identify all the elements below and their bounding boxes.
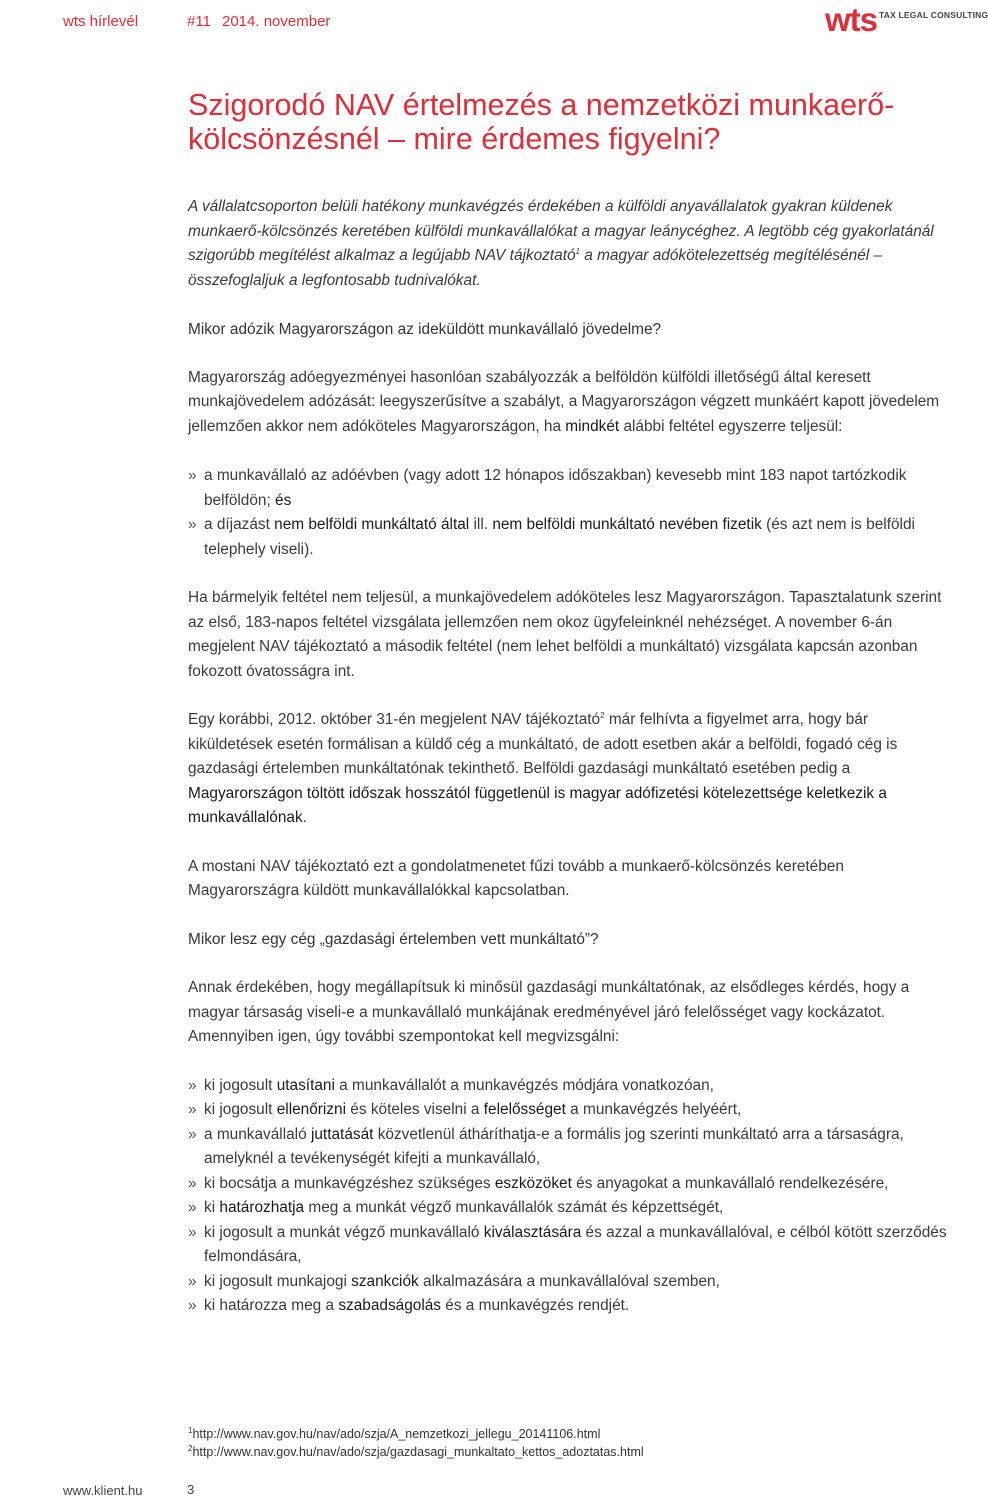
issue-date: 2014. november: [222, 13, 331, 30]
list-item: » ki határozhatja meg a munkát végző munkavállalók számát és képzettségét,: [204, 1196, 955, 1221]
article-body: [188, 195, 955, 1319]
footnote-ref-1: 1: [575, 246, 580, 256]
list-item: » a díjazást nem belföldi munkáltató által ill. nem belföldi munkáltató nevében fizetik (és azt nem is belföldi telephely viseli).: [204, 513, 955, 562]
footnote-link[interactable]: http://www.nav.gov.hu/nav/ado/szja/gazdasagi_munkaltato_kettos_adoztatas.html: [192, 1445, 644, 1459]
criteria-list: [188, 1074, 955, 1319]
section-heading: Mikor lesz egy cég „gazdasági értelemben vett munkáltató”?: [188, 930, 599, 948]
list-item: » ki jogosult munkajogi szankciók alkalmazására a munkavállalóval szemben,: [204, 1270, 955, 1295]
paragraph: Magyarország adóegyezményei hasonlóan szabályozzák a belföldön külföldi illetőségű által keresett munkajövedelem adózását: leegyszerűsítve a szabályt, a Magyarországon végzett munkáért kapott jövedelem jellemzően akkor nem adóköteles Magyarországon, ha mindkét alábbi feltétel egyszerre teljesül:: [188, 368, 940, 435]
list-item: » ki határozza meg a szabadságolás és a munkavégzés rendjét.: [204, 1294, 955, 1319]
list-item: » a munkavállaló az adóévben (vagy adott 12 hónapos időszakban) kevesebb mint 183 napot tartózkodik belföldön; és: [204, 464, 955, 513]
logo-tagline: TAX LEGAL CONSULTING: [879, 10, 988, 20]
footnote: $^1$http://www.nav.gov.hu/nav/ado/szja/A_nemzetkozi_jellegu_20141106.html: [188, 1425, 601, 1441]
paragraph: Egy korábbi, 2012. október 31-én megjelent NAV tájékoztató$^2$ már felhívta a figyelmet arra, hogy bár kiküldetések esetén formálisan a küldő cég a munkáltató, de adott esetben akár a belföldi, fogadó cég is gazdasági értelemben munkáltatónak tekinthető. Belföldi gazdasági munkáltató esetében pedig a Magyarországon töltött időszak hosszától függetlenül is magyar adófizetési kötelezettsége keletkezik a munkavállalónak.: [188, 710, 898, 826]
paragraph: Ha bármelyik feltétel nem teljesül, a munkajövedelem adóköteles lesz Magyarországon. Tapasztalatunk szerint az első, 183-napos feltétel vizsgálata jellemzően nem okoz ügyfeleinknél nehézséget. A november 6-án megjelent NAV tájékoztató a második feltétel (nem lehet belföldi a munkáltató) vizsgálata kapcsán azonban fokozott óvatosságra int.: [188, 589, 942, 680]
list-item: » a munkavállaló juttatását közvetlenül átháríthatja-e a formális jog szerinti munkáltató arra a társaságra, amelyknél a tevékenységét kifejti a munkavállaló,: [204, 1123, 955, 1172]
list-item: » ki bocsátja a munkavégzéshez szükséges eszközöket és anyagokat a munkavállaló rendelkezésére,: [204, 1172, 955, 1197]
list-item: » ki jogosult a munkát végző munkavállaló kiválasztására és azzal a munkavállalóval, e célból kötött szerződés felmondására,: [204, 1221, 955, 1270]
paragraph: Annak érdekében, hogy megállapítsuk ki minősül gazdasági munkáltatónak, az elsődleges kérdés, hogy a magyar társaság viseli-e a munkavállaló munkájának eredményével járó felelősséget vagy kockázatot. Amennyiben igen, úgy további szempontokat kell megvizsgálni:: [188, 979, 910, 1045]
intro-paragraph: A vállalatcsoporton belüli hatékony munkavégzés érdekében a külföldi anyavállalatok gyakran küldenek munkaerő-kölcsönzés keretében külföldi munkavállalókat a magyar leánycéghez. A legtöbb cég gyakorlatánál szigorúbb megítélést alkalmaz a legújabb NAV tájkoztató$^1$ a magyar adókötelezettség megítélésénél – összefoglaljuk a legfontosabb tudnivalókat.: [188, 198, 934, 289]
footnote: $^2$http://www.nav.gov.hu/nav/ado/szja/gazdasagi_munkaltato_kettos_adoztatas.html: [188, 1443, 644, 1459]
paragraph: A mostani NAV tájékoztató ezt a gondolatmenetet fűzi tovább a munkaerő-kölcsönzés keretében Magyarországra küldött munkavállalókkal kapcsolatban.: [188, 857, 844, 899]
list-item: » ki jogosult utasítani a munkavállalót a munkavégzés módjára vonatkozóan,: [204, 1074, 955, 1099]
page-number: 3: [187, 1482, 195, 1497]
list-item: » ki jogosult ellenőrizni és köteles viselni a felelősséget a munkavégzés helyéért,: [204, 1098, 955, 1123]
footnote-link[interactable]: http://www.nav.gov.hu/nav/ado/szja/A_nemzetkozi_jellegu_20141106.html: [192, 1427, 601, 1441]
newsletter-name: wts hírlevél: [63, 13, 139, 30]
issue-number: #11: [187, 13, 211, 30]
conditions-list: [188, 464, 955, 562]
section-heading: Mikor adózik Magyarországon az ideküldött munkavállaló jövedelme?: [188, 321, 662, 338]
article-title: Szigorodó NAV értelmezés a nemzetközi munkaerő-kölcsönzésnél – mire érdemes figyelni?: [188, 88, 895, 156]
footer-website-link[interactable]: www.klient.hu: [63, 1483, 143, 1498]
logo-mark: wts: [825, 1, 878, 38]
footnote-ref-2: 2: [600, 710, 605, 720]
